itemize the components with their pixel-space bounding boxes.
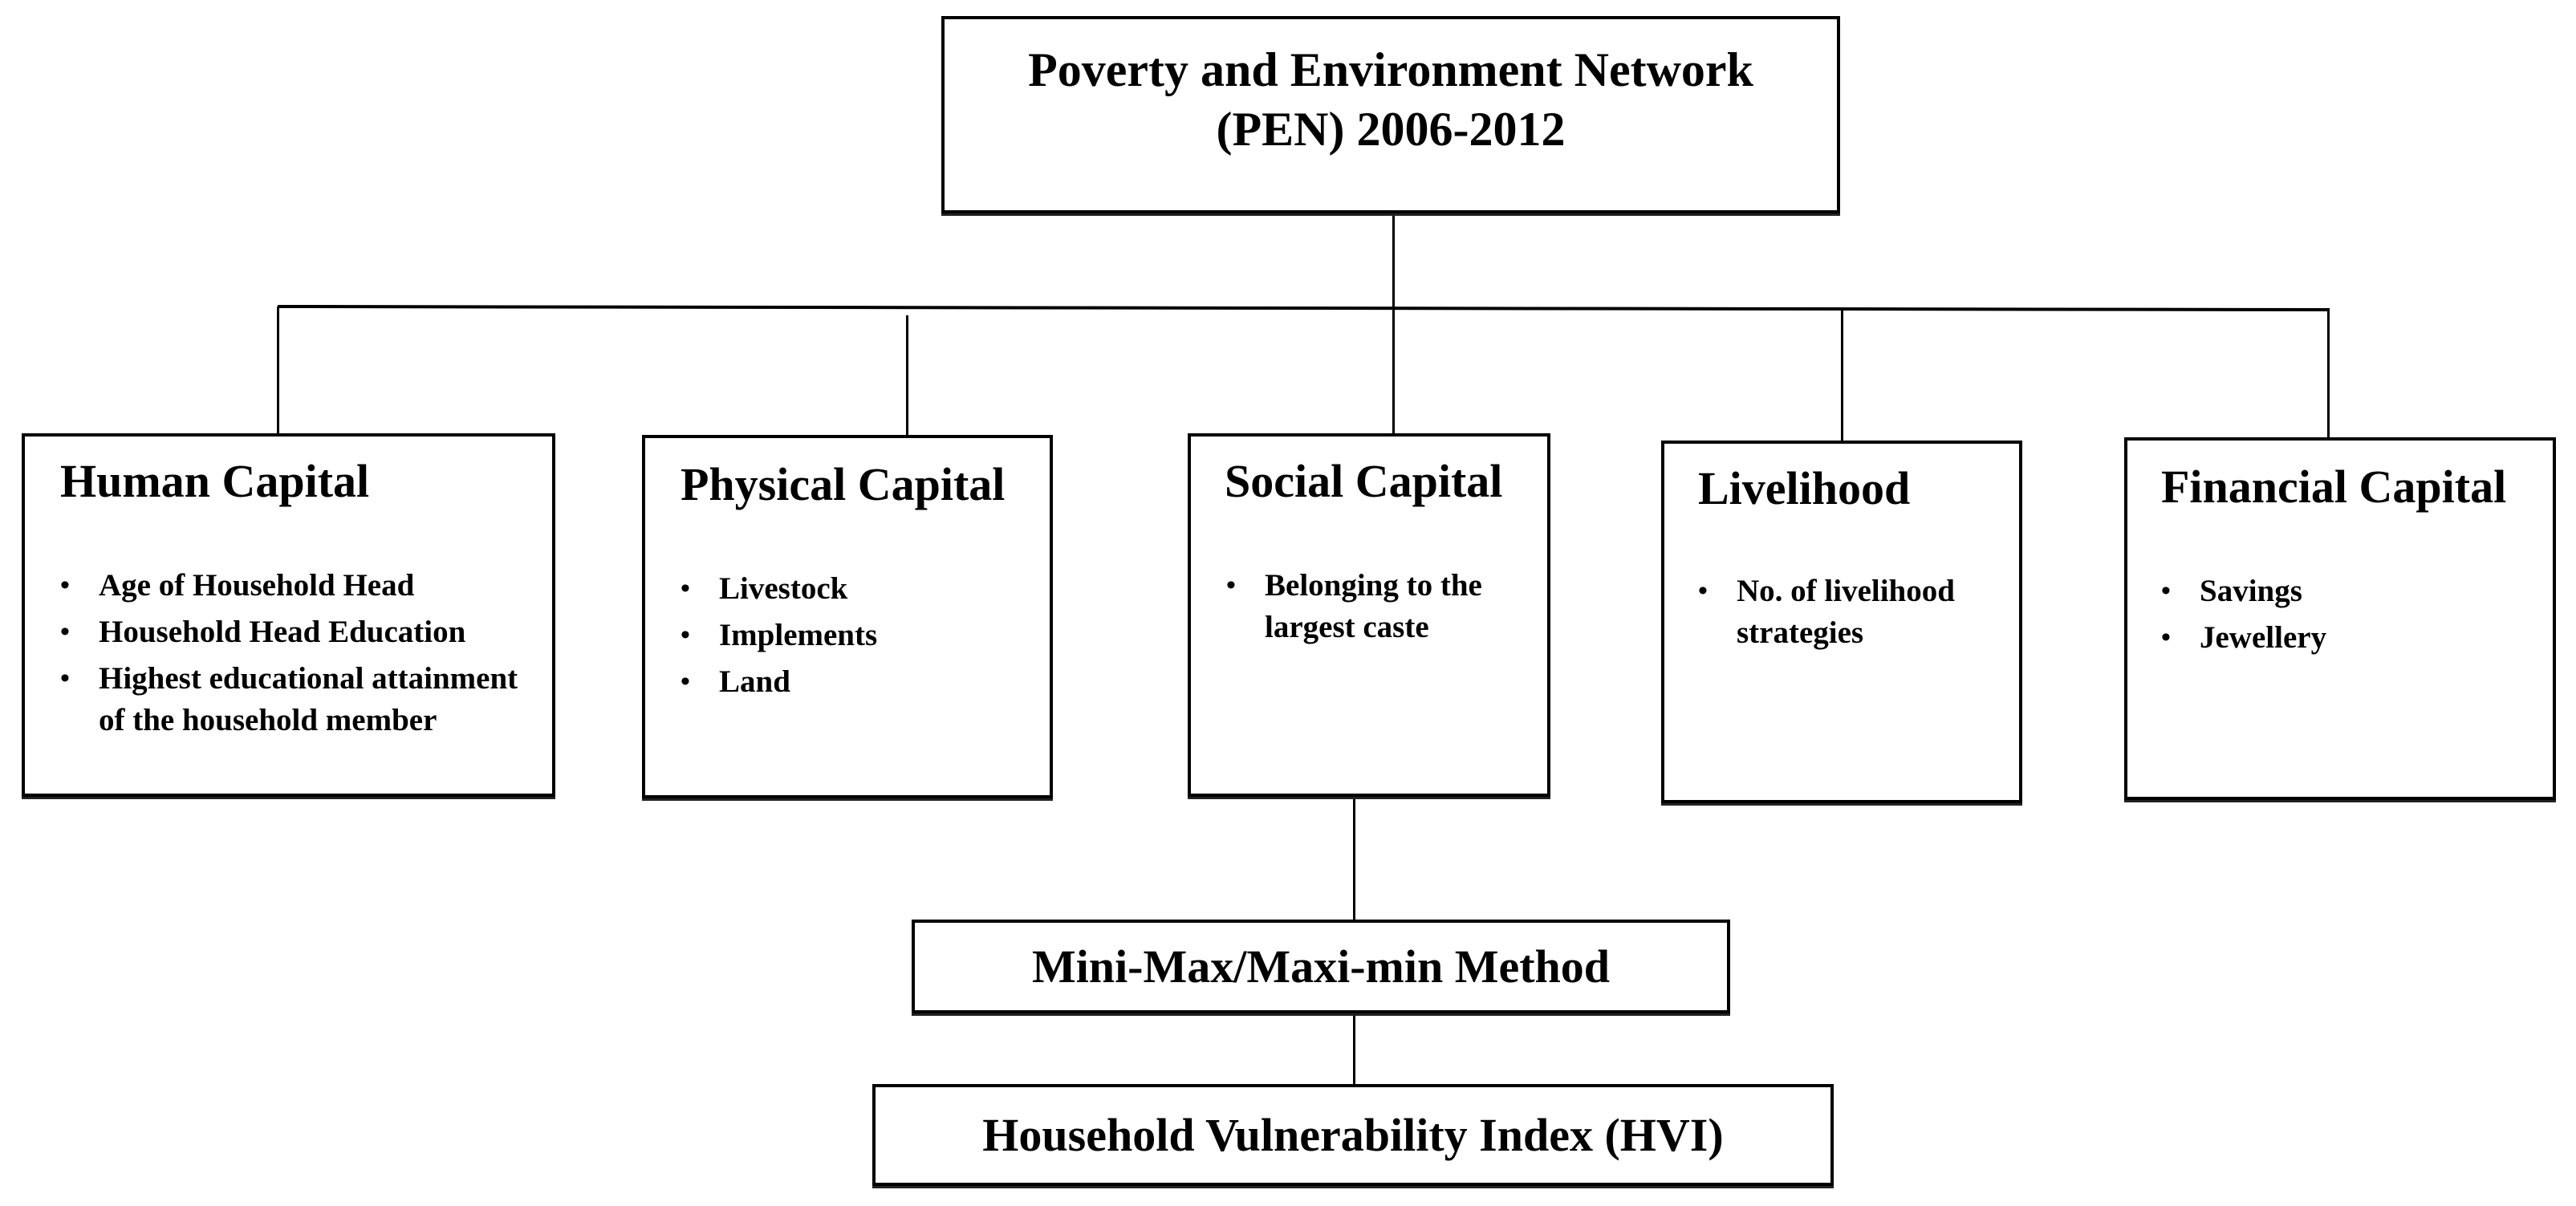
root-node-pen: [941, 16, 1840, 213]
bullet-icon: •: [2161, 623, 2171, 652]
method-label: Mini-Max/Maxi-min Method: [1031, 940, 1611, 993]
node-minimax-method: [912, 920, 1730, 1013]
connector-social-to-method: [1353, 797, 1355, 920]
list-item: • Implements: [681, 615, 1034, 656]
connector-human-capital: [277, 307, 279, 435]
node-livelihood: [1661, 441, 2022, 803]
bullet-icon: •: [681, 667, 690, 696]
list-item: • Household Head Education: [60, 611, 542, 653]
connector-physical-capital: [906, 315, 908, 437]
bullet-icon: •: [681, 620, 690, 650]
root-title-line1: Poverty and Environment Network: [1028, 43, 1753, 96]
node-title: Financial Capital: [2161, 461, 2507, 513]
node-physical-capital: [642, 435, 1053, 798]
indicator-list: [1226, 565, 1531, 653]
node-title: Physical Capital: [681, 458, 1006, 510]
list-item: • No. of livelihood strategies: [1698, 571, 2003, 654]
bullet-icon: •: [60, 571, 70, 600]
node-social-capital: [1188, 433, 1550, 797]
connector-financial-capital: [2327, 310, 2330, 439]
indicator-list: [2161, 571, 2530, 664]
list-item: • Land: [681, 661, 1034, 703]
node-financial-capital: [2124, 437, 2556, 800]
node-human-capital: [22, 433, 555, 797]
list-item: • Livestock: [681, 568, 1034, 610]
bullet-icon: •: [681, 574, 690, 603]
bullet-icon: •: [60, 664, 70, 693]
list-item: • Highest educational attainment of the household member: [60, 658, 542, 741]
bullet-icon: •: [1226, 571, 1236, 600]
connector-horizontal-bus: [278, 305, 2330, 311]
list-item: • Age of Household Head: [60, 565, 542, 607]
connector-livelihood: [1841, 309, 1843, 442]
indicator-list: [1698, 571, 2003, 659]
indicator-list: [681, 568, 1034, 708]
bullet-icon: •: [60, 617, 70, 647]
connector-method-to-index: [1353, 1013, 1355, 1084]
node-household-vulnerability-index: [872, 1084, 1834, 1186]
list-item: • Belonging to the largest caste: [1226, 565, 1531, 648]
index-label: Household Vulnerability Index (HVI): [982, 1109, 1724, 1161]
connector-root-down: [1392, 213, 1395, 307]
indicator-list: [60, 565, 542, 746]
list-item: • Jewellery: [2161, 617, 2530, 659]
bullet-icon: •: [1698, 576, 1708, 606]
list-item: • Savings: [2161, 571, 2530, 612]
bullet-icon: •: [2161, 576, 2171, 606]
node-title: Social Capital: [1225, 455, 1503, 507]
node-title: Human Capital: [60, 455, 370, 507]
node-title: Livelihood: [1698, 462, 1911, 514]
root-title-line2: (PEN) 2006-2012: [1216, 103, 1566, 156]
connector-social-capital: [1392, 307, 1395, 435]
